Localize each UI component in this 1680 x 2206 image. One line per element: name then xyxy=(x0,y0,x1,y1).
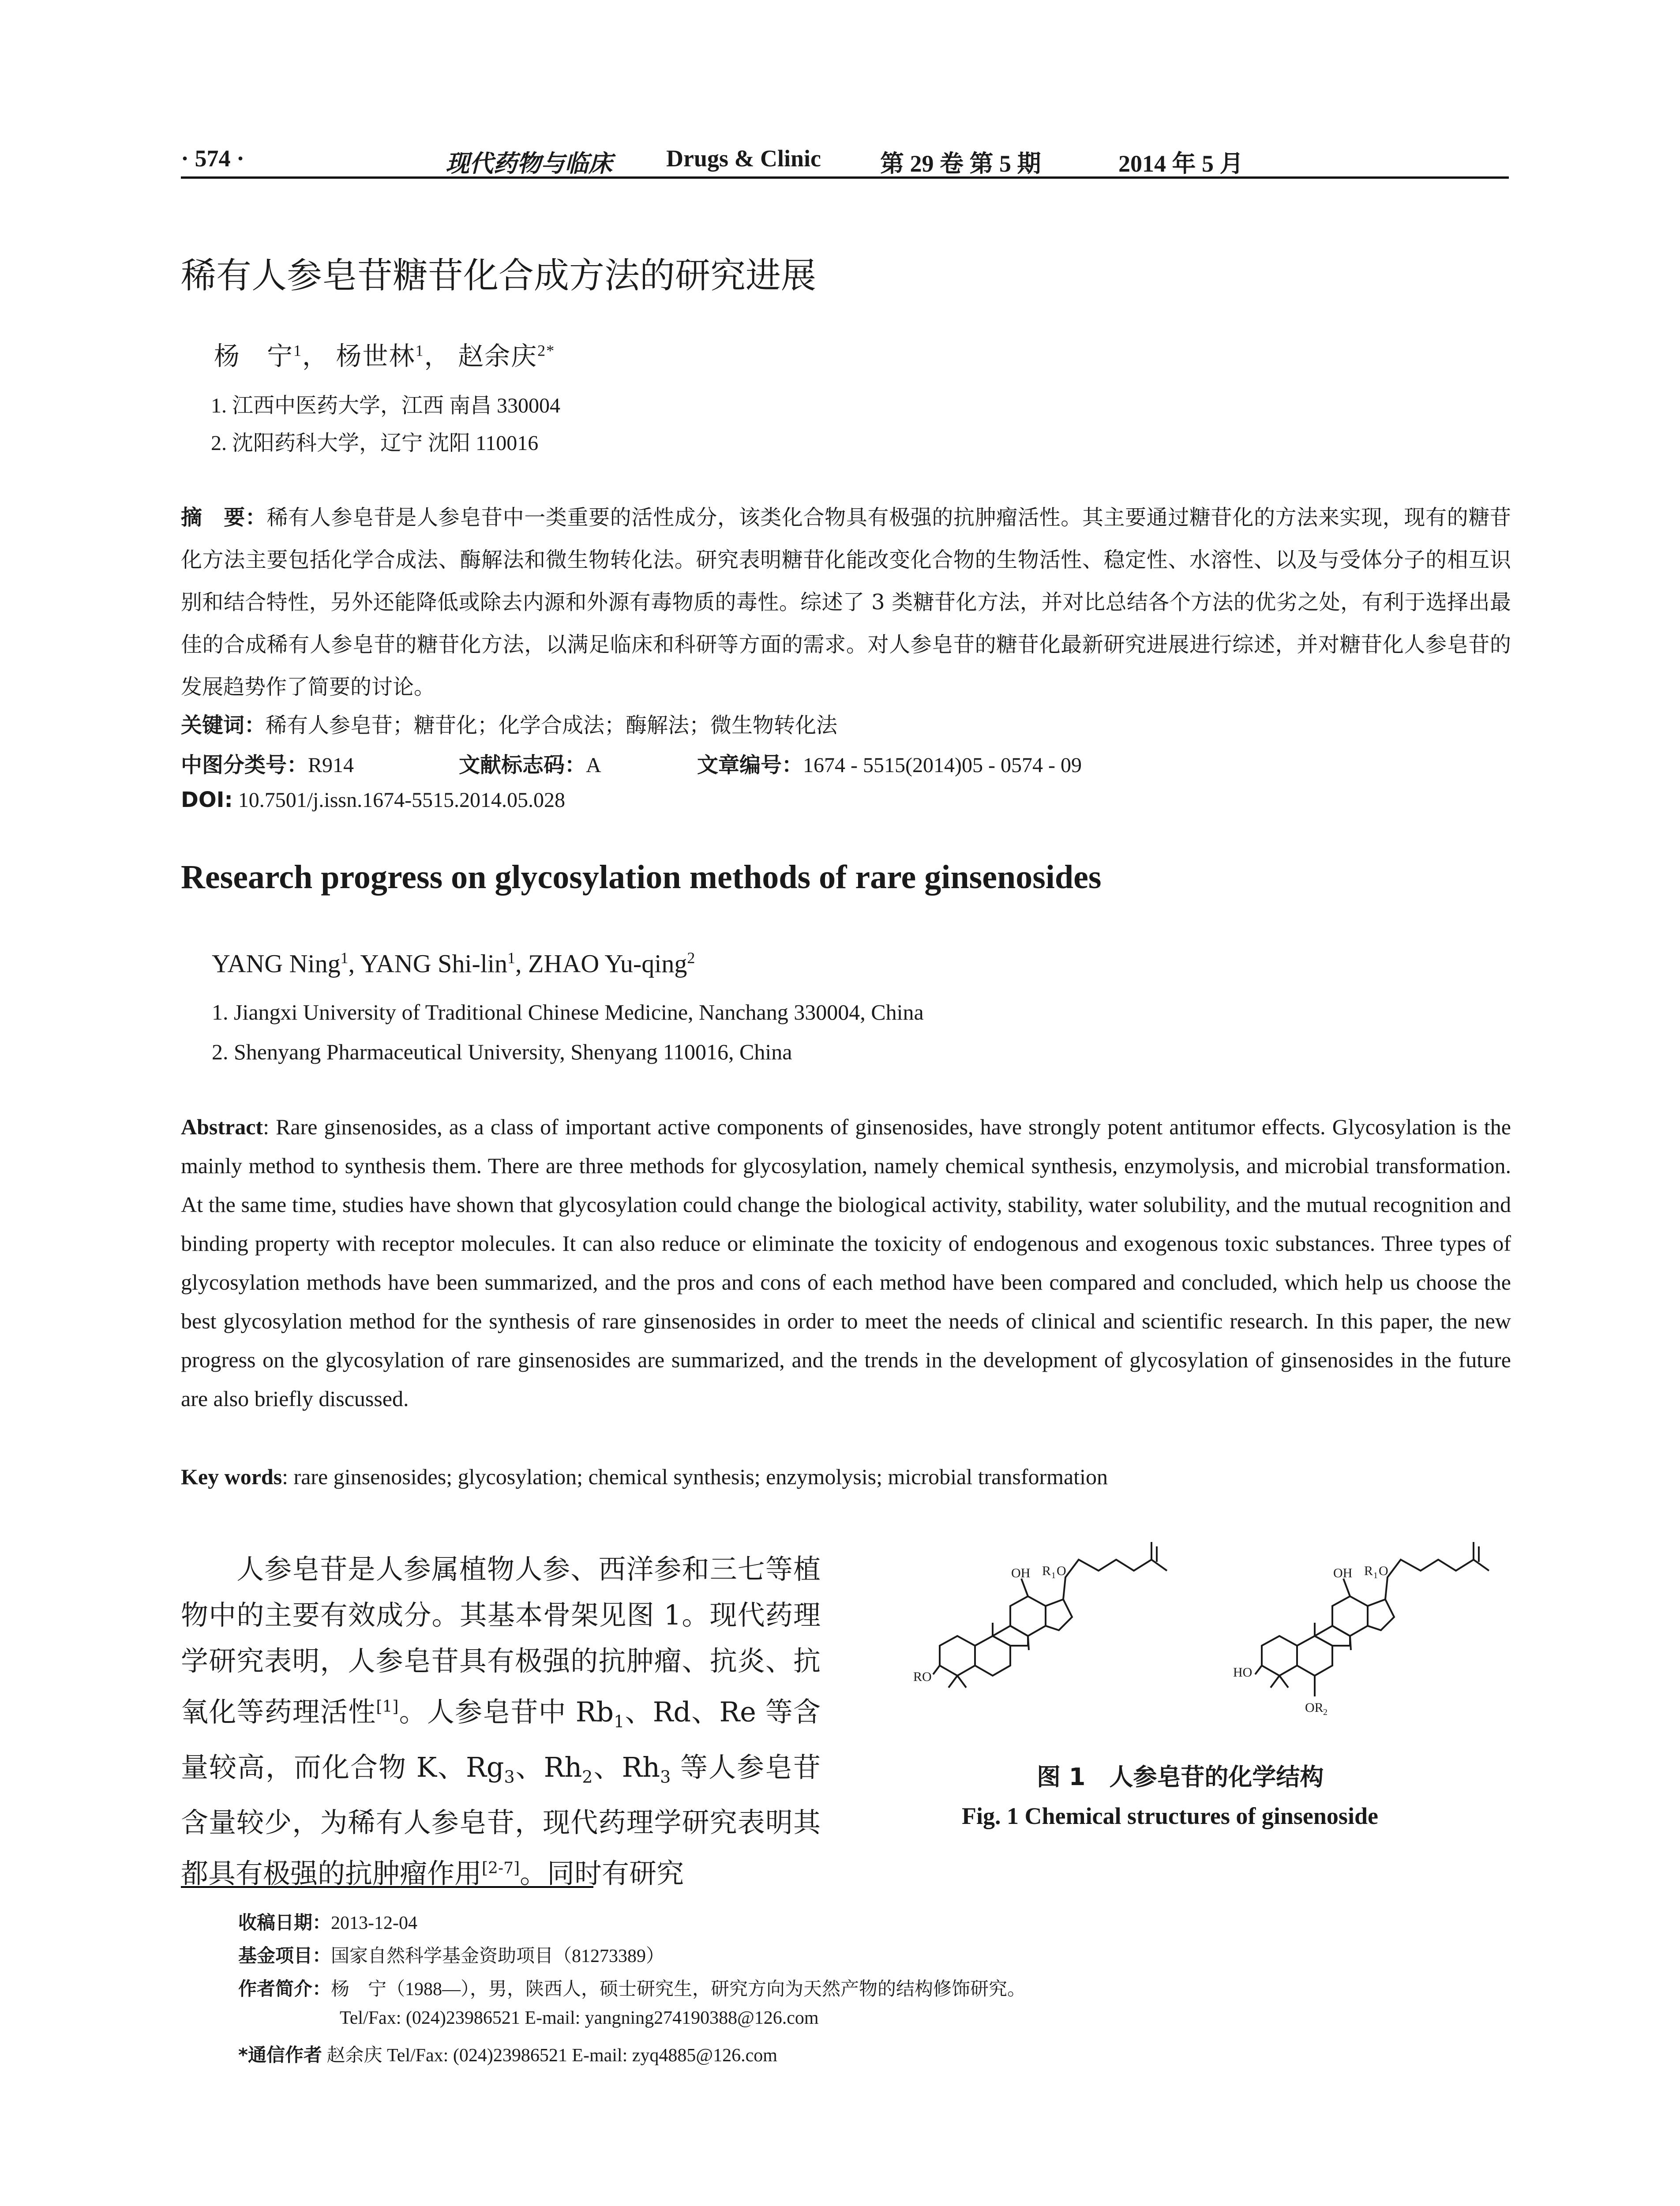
author-name: 杨世林 xyxy=(336,342,416,371)
abstract-label-en: Abstract xyxy=(181,1114,263,1139)
label-ho: HO xyxy=(1233,1665,1252,1680)
label-r1-sub: 1 xyxy=(1051,1571,1056,1580)
subscript: 2 xyxy=(582,1767,593,1787)
label-r1-sub: 1 xyxy=(1373,1571,1378,1580)
label-or2: OR xyxy=(1305,1700,1324,1715)
author-mark: 1 xyxy=(293,341,303,360)
author-mark: 2 xyxy=(687,949,695,967)
affiliation-cn-1: 1. 江西中医药大学，江西 南昌 330004 xyxy=(211,394,561,417)
abstract-text-cn: 稀有人参皂苷是人参皂苷中一类重要的活性成分，该类化合物具有极强的抗肿瘤活性。其主要通过糖苷化的方法来实现，现有的糖苷化方法主要包括化学合成法、酶解法和微生物转化法。研究表明糖苷化能改变化合物的生物活性、稳定性、水溶性、以及与受体分子的相互识别和结合特性，另外还能降低或除去内源和外源有毒物质的毒性。综述了 3 类糖苷化方法，并对比总结各个方法的优劣之处，有利于选择出最佳的合成稀有人参皂苷的糖苷化方法，以满足临床和科研等方面的需求。对人参皂苷的糖苷化最新研究进展进行综述，并对糖苷化人参皂苷的发展趋势作了简要的讨论。 xyxy=(181,505,1511,699)
abstract-cn xyxy=(181,496,1511,708)
article-title-cn: 稀有人参皂苷糖苷化合成方法的研究进展 xyxy=(181,255,816,296)
body-text: 、Rd、Re 等含量较高，而化合物 K、Rg xyxy=(181,1696,821,1784)
affiliation-cn-2: 2. 沈阳药科大学，辽宁 沈阳 110016 xyxy=(211,431,539,455)
doc-code-value: A xyxy=(586,754,601,777)
footnote-divider xyxy=(181,1886,593,1888)
footnote-label: 作者简介： xyxy=(238,1978,331,2000)
clc-value: R914 xyxy=(308,754,354,777)
abstract-label-cn: 摘 要： xyxy=(181,505,267,530)
footnote-received xyxy=(238,1908,417,1935)
author-mark: 2* xyxy=(537,341,555,360)
author-list-en: YANG Ning$^1$, YANG Shi-lin$^1$, ZHAO Yu-qing$^2$ xyxy=(212,949,695,978)
footnote-value: 赵余庆 Tel/Fax: (024)23986521 E-mail: zyq4885@126.com xyxy=(322,2045,777,2066)
chemical-structure-figure xyxy=(913,1535,1540,1721)
footnote-label: 基金项目： xyxy=(238,1945,331,1966)
doi-line xyxy=(181,788,565,812)
label-o: O xyxy=(1379,1564,1388,1578)
label-ro: RO xyxy=(913,1670,932,1684)
footnote-corresponding xyxy=(238,2041,777,2067)
body-text: 、Rh xyxy=(592,1751,660,1784)
author-mark: 1 xyxy=(415,341,424,360)
subscript: 1 xyxy=(614,1712,625,1732)
label-or2-sub: 2 xyxy=(1323,1707,1328,1717)
keywords-text-en: : rare ginsenosides; glycosylation; chemical synthesis; enzymolysis; microbial transformation xyxy=(282,1464,1108,1489)
label-oh: OH xyxy=(1333,1566,1353,1580)
doi-value: 10.7501/j.issn.1674-5515.2014.05.028 xyxy=(232,788,566,812)
footnote-label: 收稿日期： xyxy=(238,1912,331,1933)
author-name: 杨 宁 xyxy=(214,342,294,371)
keywords-cn xyxy=(181,708,837,739)
author-name: YANG Ning xyxy=(212,949,341,978)
page-number: · 574 · xyxy=(181,145,245,172)
body-text: 人参皂苷是人参属植物人参、西洋参和三七等植物中的主要有效成分。其基本骨架见图 1。现代药理学研究表明，人参皂苷具有极强的抗肿瘤、抗炎、抗氧化等药理活性 xyxy=(181,1553,821,1728)
author-name: ZHAO Yu-qing xyxy=(528,949,687,978)
affiliation-en-2: 2. Shenyang Pharmaceutical University, Shenyang 110016, China xyxy=(212,1039,792,1064)
issue-date: 2014 年 5 月 xyxy=(1118,150,1244,177)
article-number-label: 文章编号： xyxy=(697,753,803,777)
footnote-author-contact: Tel/Fax: (024)23986521 E-mail: yangning274190388@126.com xyxy=(340,2008,819,2028)
doc-code-label: 文献标志码： xyxy=(459,753,586,777)
footnote-value: 国家自然科学基金资助项目（81273389） xyxy=(331,1946,665,1966)
article-number-value: 1674 - 5515(2014)05 - 0574 - 09 xyxy=(803,754,1082,777)
journal-name-en: Drugs & Clinic xyxy=(666,145,821,172)
citation: [1] xyxy=(376,1698,399,1716)
article-title-en: Research progress on glycosylation methods of rare ginsenosides xyxy=(181,859,1102,896)
subscript: 3 xyxy=(504,1767,515,1787)
footnote-value: 2013-12-04 xyxy=(331,1913,417,1933)
author-mark: 1 xyxy=(507,949,516,967)
keywords-label-en: Key words xyxy=(181,1464,282,1489)
body-text: 。同时有研究 xyxy=(520,1857,684,1890)
keywords-label-cn: 关键词： xyxy=(181,713,266,738)
body-text: 、Rh xyxy=(514,1751,582,1784)
label-oh: OH xyxy=(1011,1566,1031,1580)
figure-caption-cn: 图 1 人参皂苷的化学结构 xyxy=(1037,1763,1324,1791)
clc-label: 中图分类号： xyxy=(181,753,308,777)
author-name: 赵余庆 xyxy=(458,342,538,371)
classification-line xyxy=(181,748,354,778)
label-o: O xyxy=(1057,1564,1066,1578)
body-text: 等人参皂苷含量较少，为稀有人参皂苷，现代药理学研究表明其都具有极强的抗肿瘤作用 xyxy=(181,1751,821,1890)
journal-name-cn: 现代药物与临床 xyxy=(446,150,612,177)
abstract-text-en: : Rare ginsenosides, as a class of important active components of ginsenosides, have strongly potent antitumor effects. Glycosylation is the mainly method to synthesis them. There are three methods for glycosylation, namely chemical synthesis, enzymolysis, and microbial transformation. At the same time, studies have shown that glycosylation could change the biological activity, stability, water solubility, and the mutual recognition and binding property with receptor molecules. It can also reduce or eliminate the toxicity of endogenous and exogenous toxic substances. Three types of glycosylation methods have been summarized, and the pros and cons of each method have been compared and concluded, which help us choose the best glycosylation method for the synthesis of rare ginsenosides in order to meet the needs of clinical and scientific research. In this paper, the new progress on the glycosylation of rare ginsenosides are summarized, and the trends in the development of glycosylation of ginsenosides in the future are also briefly discussed. xyxy=(181,1114,1511,1411)
doi-label: DOI: xyxy=(181,788,233,812)
body-text: 。人参皂苷中 Rb xyxy=(398,1696,614,1728)
article-number xyxy=(697,748,1082,778)
label-r1: R xyxy=(1042,1564,1051,1578)
footnote-label: *通信作者 xyxy=(238,2044,322,2066)
footnote-fund xyxy=(238,1941,664,1968)
running-header xyxy=(181,140,1509,179)
abstract-en xyxy=(181,1107,1511,1418)
body-paragraph xyxy=(181,1546,821,1897)
footnote-author xyxy=(238,1974,1026,2001)
author-name: YANG Shi-lin xyxy=(360,949,508,978)
affiliation-en-1: 1. Jiangxi University of Traditional Chinese Medicine, Nanchang 330004, China xyxy=(212,1000,924,1024)
volume-issue: 第 29 卷 第 5 期 xyxy=(880,150,1041,177)
citation: [2-7] xyxy=(482,1859,520,1878)
author-mark: 1 xyxy=(340,949,349,967)
keywords-text-cn: 稀有人参皂苷；糖苷化；化学合成法；酶解法；微生物转化法 xyxy=(266,714,838,737)
doc-code xyxy=(459,748,601,778)
subscript: 3 xyxy=(660,1767,671,1787)
figure-caption-en: Fig. 1 Chemical structures of ginsenoside xyxy=(962,1803,1378,1829)
footnote-value: 杨 宁（1988—），男，陕西人，硕士研究生，研究方向为天然产物的结构修饰研究。 xyxy=(331,1979,1026,2000)
keywords-en xyxy=(181,1464,1108,1489)
author-list-cn: 杨 宁$^1$， 杨世林$^1$， 赵余庆$^{2*}$ xyxy=(214,341,555,371)
label-r1: R xyxy=(1364,1564,1373,1578)
